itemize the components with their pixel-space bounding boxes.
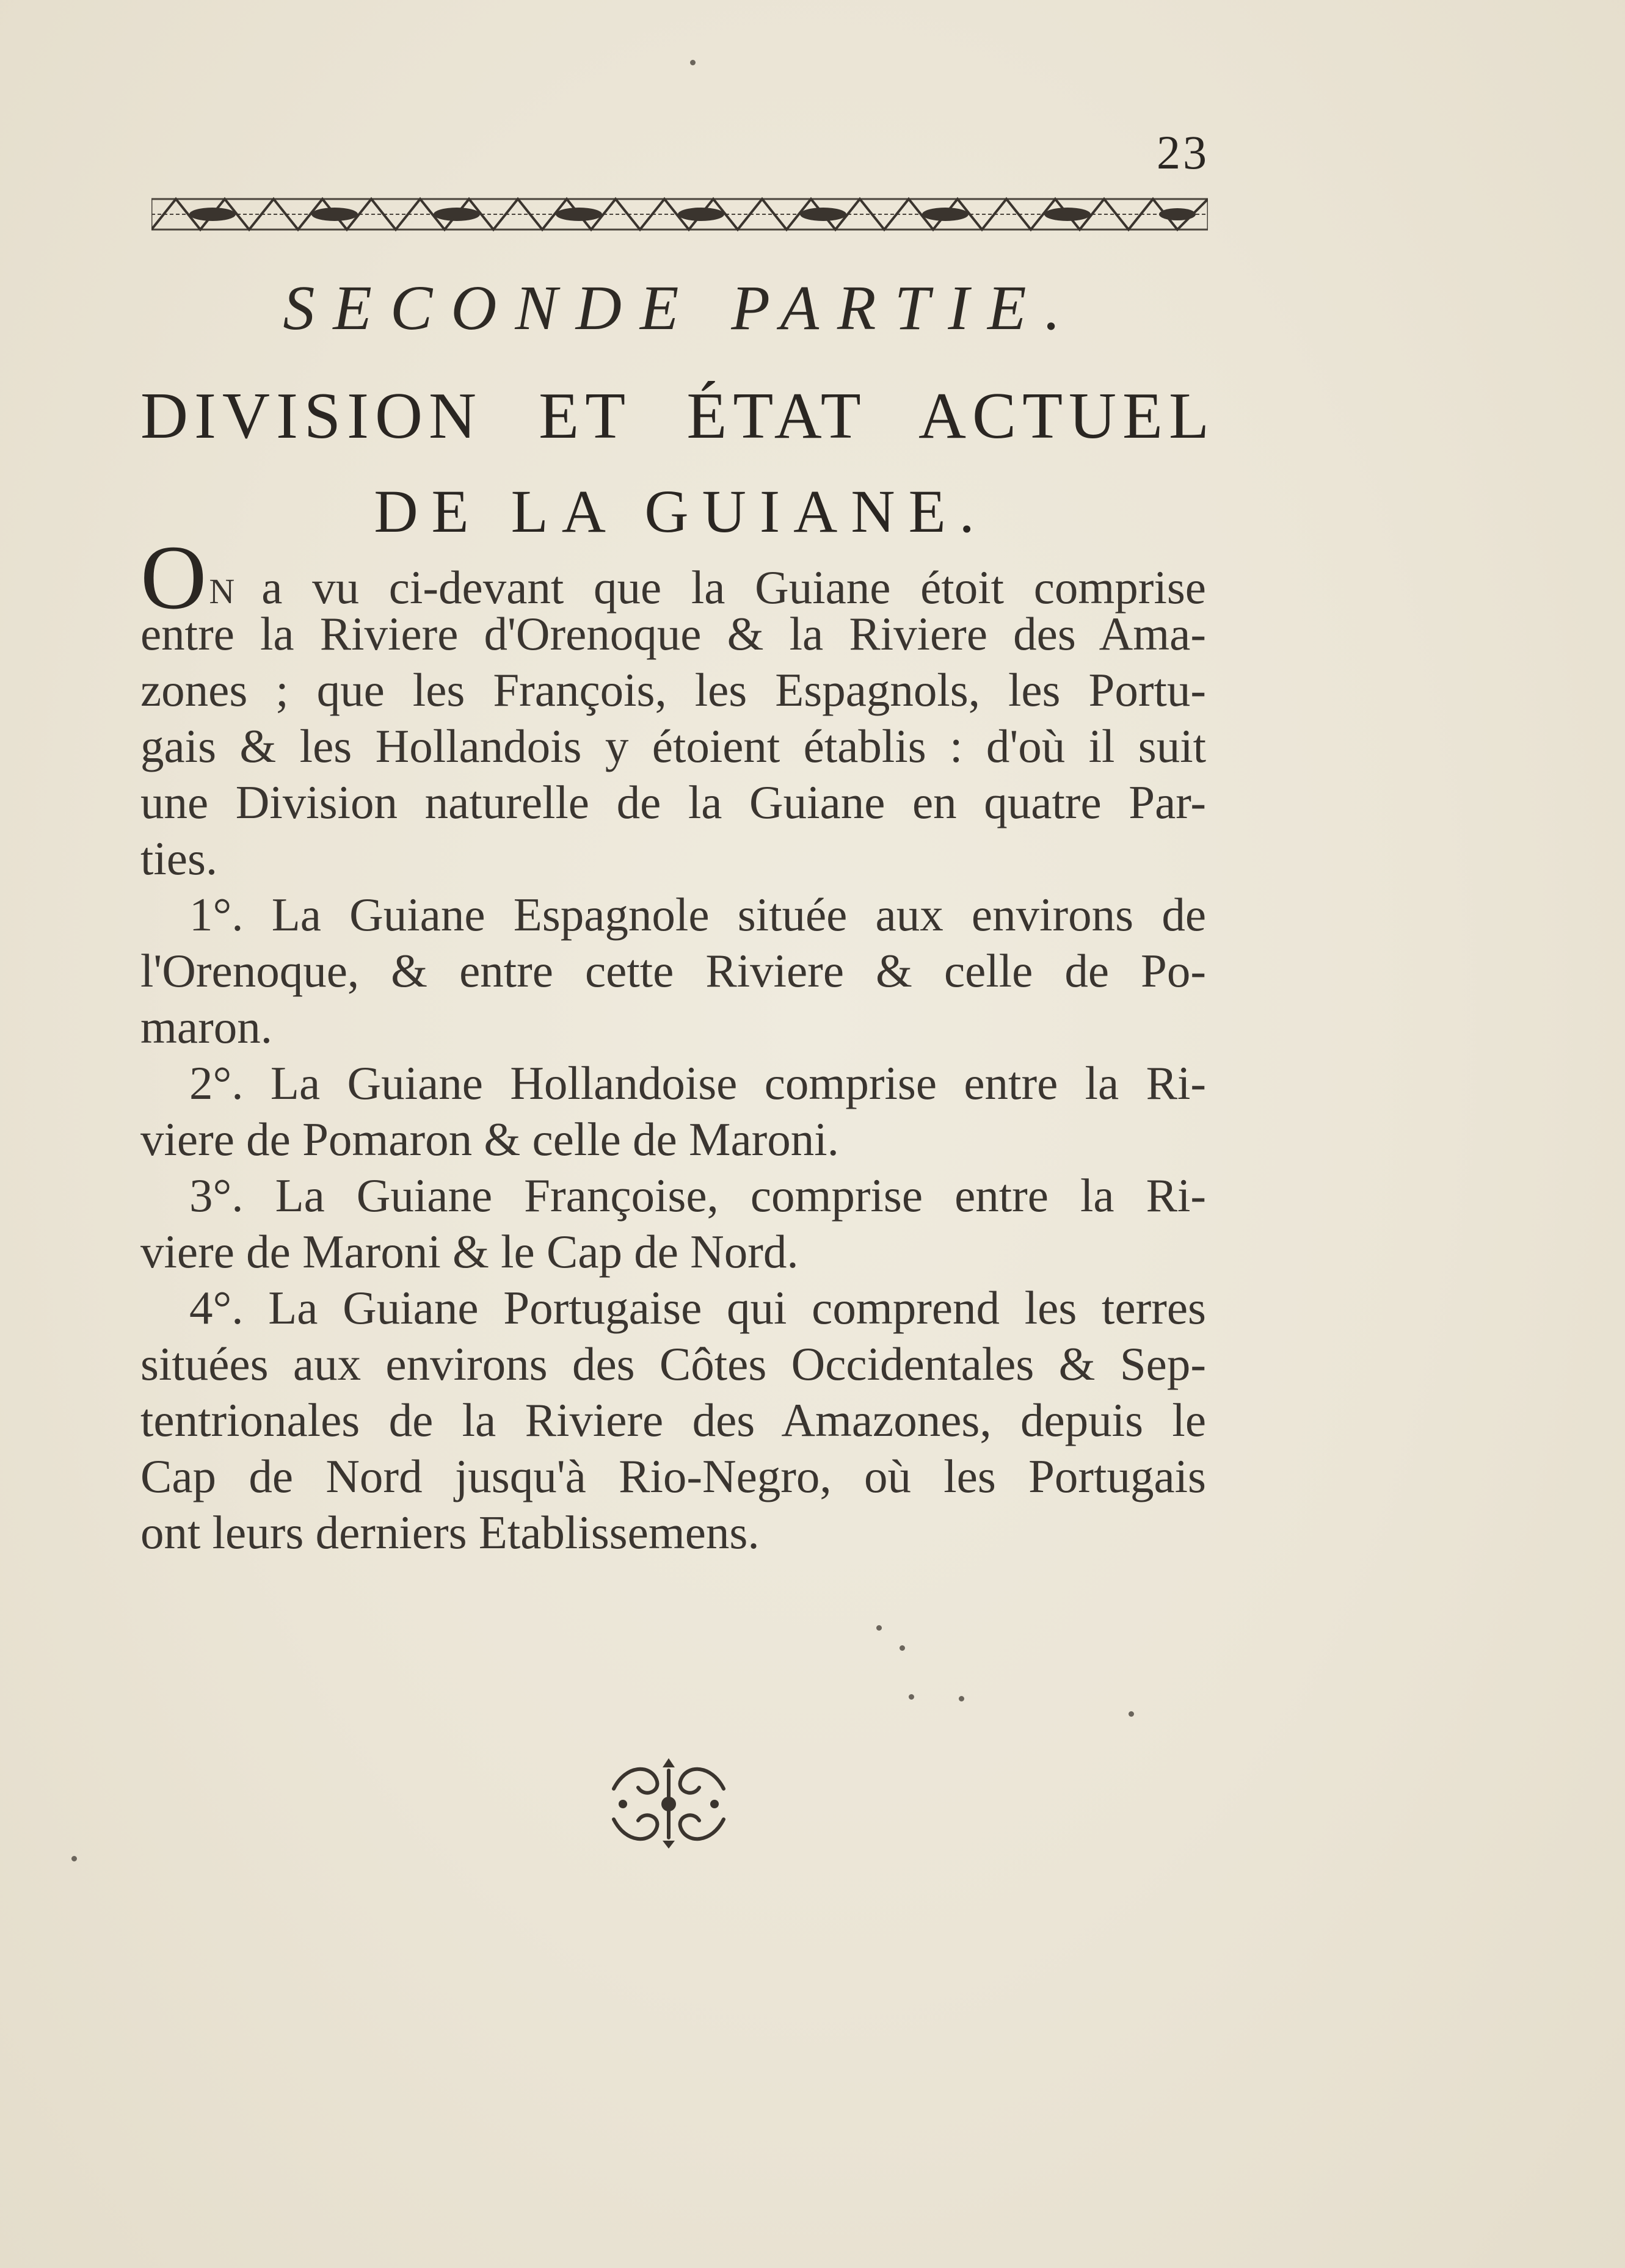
- text-line: 4°. La Guiane Portugaise qui comprend les terres: [189, 1281, 1206, 1334]
- text-line: l'Orenoque, & entre cette Riviere & celle de Po-: [140, 944, 1206, 997]
- text-line: viere de Pomaron & celle de Maroni.: [140, 1113, 839, 1165]
- text-line: tentrionales de la Riviere des Amazones, depuis le: [140, 1394, 1206, 1446]
- text-line: situées aux environs des Côtes Occidentales & Sep-: [140, 1338, 1206, 1390]
- paper-speck: [876, 1625, 882, 1631]
- text-line: Cap de Nord jusqu'à Rio-Negro, où les Portugais: [140, 1450, 1206, 1502]
- paper-speck: [900, 1645, 905, 1651]
- text-line: 2°. La Guiane Hollandoise comprise entre la Ri-: [189, 1057, 1206, 1109]
- fleuron-ornament-icon: [595, 1752, 742, 1850]
- text-line: une Division naturelle de la Guiane en quatre Par-: [140, 776, 1206, 828]
- text-line: zones ; que les François, les Espagnols, les Portu-: [140, 664, 1206, 716]
- chapter-subtitle: DE LA GUIANE.: [374, 477, 988, 545]
- paper-speck: [959, 1696, 964, 1701]
- text-line: viere de Maroni & le Cap de Nord.: [140, 1225, 799, 1278]
- part-title: SECONDE PARTIE.: [283, 273, 1079, 343]
- text-line: 3°. La Guiane Françoise, comprise entre la Ri-: [189, 1169, 1206, 1222]
- paper-speck: [71, 1856, 77, 1861]
- text-line: maron.: [140, 1001, 272, 1053]
- ornamental-header-band: [151, 194, 1208, 234]
- opening-line: [140, 527, 1206, 628]
- page-number: 23: [1157, 126, 1209, 179]
- body-text: [140, 527, 1206, 1560]
- small-caps-letter: N: [209, 571, 238, 611]
- paper-speck: [1129, 1711, 1134, 1717]
- paper-speck: [690, 60, 696, 65]
- paper-speck: [909, 1694, 914, 1700]
- text-line: entre la Riviere d'Orenoque & la Riviere des Ama-: [140, 607, 1206, 660]
- text-line: ont leurs derniers Etablissemens.: [140, 1506, 760, 1559]
- text-line: gais & les Hollandois y étoient établis : d'où il suit: [140, 720, 1206, 772]
- drop-cap: O: [140, 527, 207, 628]
- text-line: 1°. La Guiane Espagnole située aux environs de: [189, 888, 1206, 941]
- opening-words: a vu ci-devant que la Guiane étoit comprise: [261, 561, 1206, 614]
- text-line: ties.: [140, 832, 218, 885]
- chapter-title: DIVISION ET ÉTAT ACTUEL: [140, 380, 1215, 452]
